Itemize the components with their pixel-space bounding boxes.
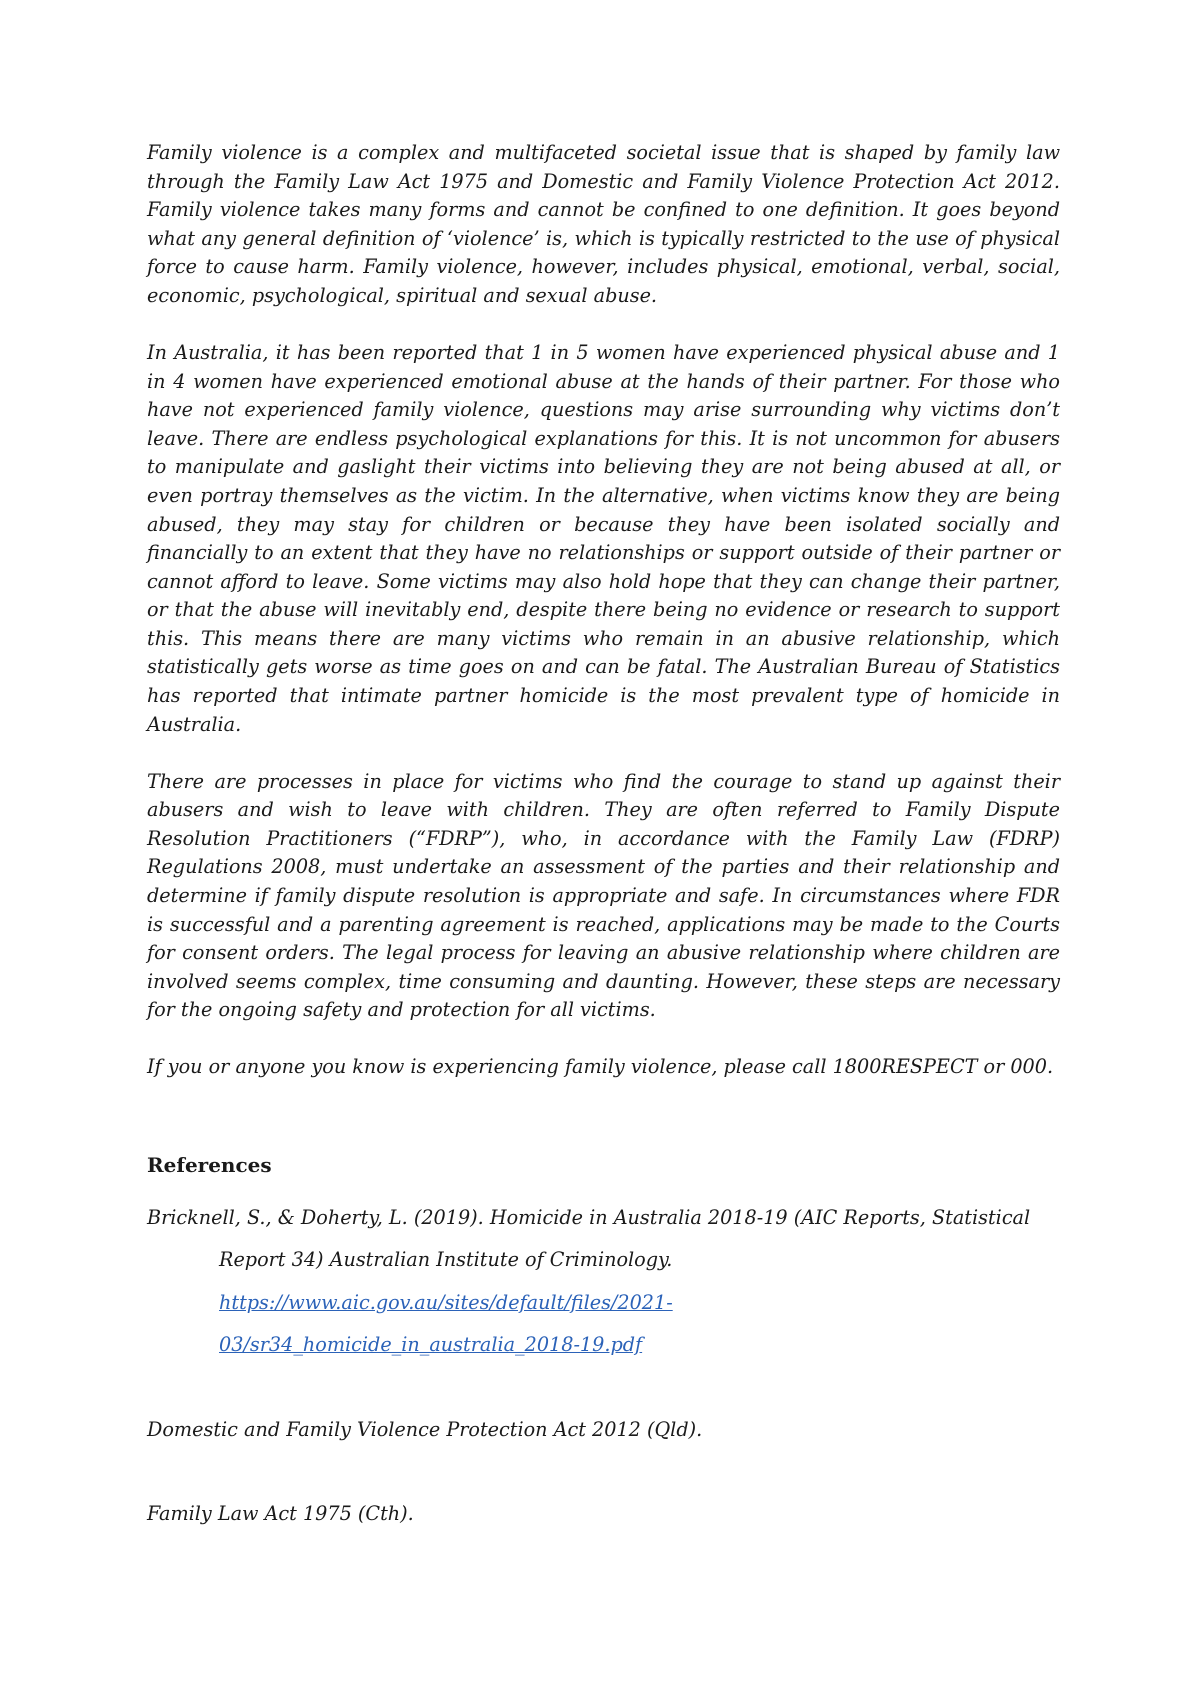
- body-paragraph-1: Family violence is a complex and multifaceted societal issue that is shaped by family law through the Family Law Act 1975 and Domestic and Family Violence Protection Act 2012. Family violence takes many forms and cannot be confined to one definition. It goes beyond what any general definition of ‘violence’ is, which is typically restricted to the use of physical force to cause harm. Family violence, however, includes physical, emotional, verbal, social, economic, psychological, spiritual and sexual abuse.: [147, 141, 1060, 307]
- reference-2-text: Domestic and Family Violence Protection Act 2012 (Qld).: [147, 1417, 703, 1441]
- body-paragraph-2: In Australia, it has been reported that 1 in 5 women have experienced physical abuse and 1 in 4 women have experienced emotional abuse at the hands of their partner. For those who have not experienced family violence, questions may arise surrounding why victims don’t leave. There are endless psychological explanations for this. It is not uncommon for abusers to manipulate and gaslight their victims into believing they are not being abused at all, or even portray themselves as the victim. In the alternative, when victims know they are being abused, they may stay for children or because they have been isolated socially and financially to an extent that they have no relationships or support outside of their partner or cannot afford to leave. Some victims may also hold hope that they can change their partner, or that the abuse will inevitably end, despite there being no evidence or research to support this. This means there are many victims who remain in an abusive relationship, which statistically gets worse as time goes on and can be fatal. The Australian Bureau of Statistics has reported that intimate partner homicide is the most prevalent type of homicide in Australia.: [147, 340, 1060, 736]
- document-page: [147, 139, 1060, 1570]
- reference-3-text: Family Law Act 1975 (Cth).: [147, 1502, 414, 1526]
- reference-1-link-line-1[interactable]: https://www.aic.gov.au/sites/default/files/2021-: [219, 1290, 673, 1314]
- body-paragraph-3: There are processes in place for victims who find the courage to stand up against their abusers and wish to leave with children. They are often referred to Family Dispute Resolution Practitioners (“FDRP”), who, in accordance with the Family Law (FDRP) Regulations 2008, must undertake an assessment of the parties and their relationship and determine if family dispute resolution is appropriate and safe. In circumstances where FDR is successful and a parenting agreement is reached, applications may be made to the Courts for consent orders. The legal process for leaving an abusive relationship where children are involved seems complex, time consuming and daunting. However, these steps are necessary for the ongoing safety and protection for all victims.: [147, 769, 1060, 1022]
- reference-1-link-line-2[interactable]: 03/sr34_homicide_in_australia_2018-19.pdf: [219, 1333, 643, 1357]
- reference-item-1: [147, 1197, 1060, 1367]
- reference-1-text: Bricknell, S., & Doherty, L. (2019). Homicide in Australia 2018-19 (AIC Reports, Statistical Report 34) Australian Institute of Criminology.: [147, 1205, 1031, 1272]
- references-heading: References: [147, 1152, 272, 1177]
- reference-item-3: [147, 1493, 1060, 1536]
- reference-item-2: [147, 1409, 1060, 1452]
- body-paragraph-4: If you or anyone you know is experiencing family violence, please call 1800RESPECT or 000.: [147, 1055, 1054, 1079]
